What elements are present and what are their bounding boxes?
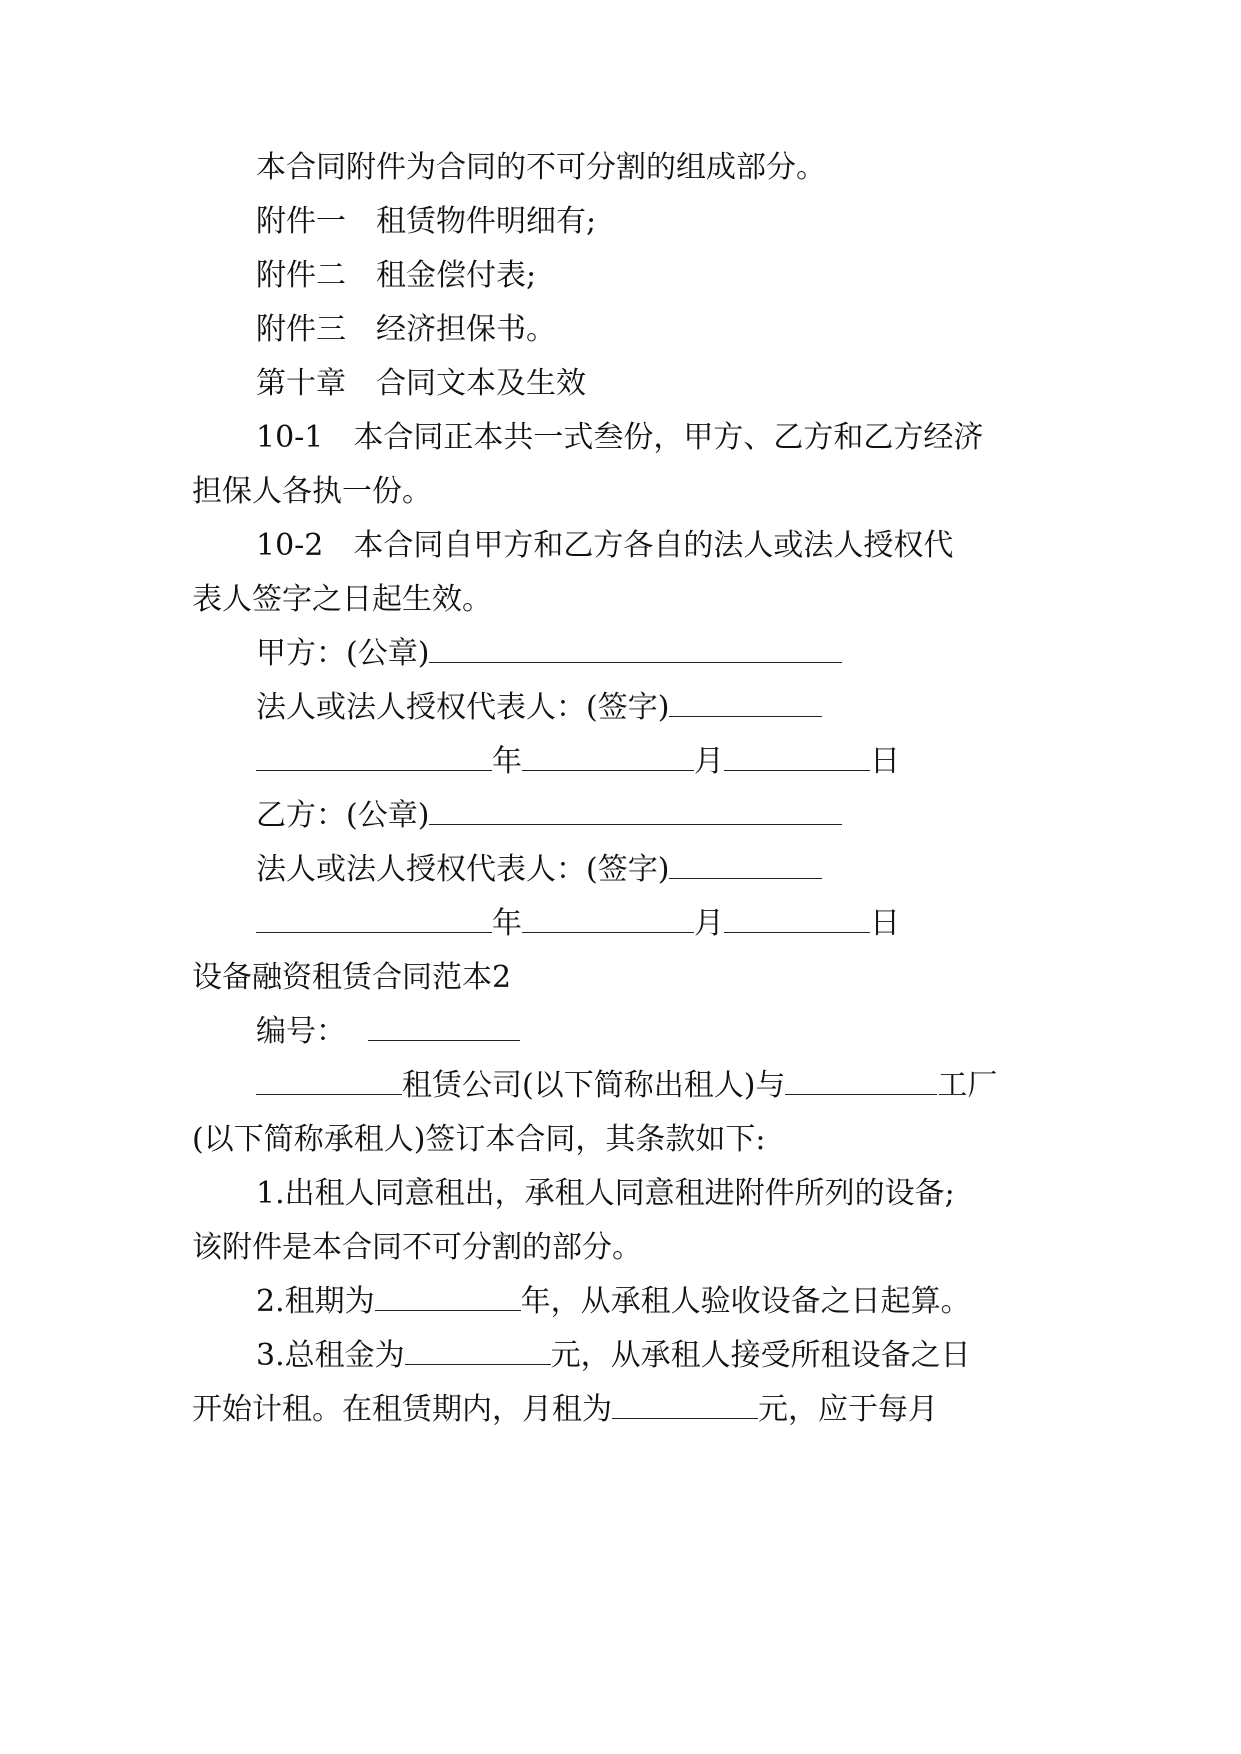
factory-label: 工厂 (937, 1068, 998, 1103)
party-b-day-label: 日 (870, 906, 900, 941)
party-a-day-label: 日 (870, 744, 900, 779)
party-a-seal-blank[interactable] (429, 636, 842, 663)
monthly-rent-blank[interactable] (612, 1392, 758, 1419)
lease-term-blank[interactable] (375, 1284, 521, 1311)
clause-10-2-line1: 10-2 本合同自甲方和乙方各自的法人或法人授权代 (256, 528, 954, 563)
party-b-date-line (256, 904, 900, 944)
clause-3-prefix: 3.总租金为 (256, 1338, 405, 1373)
section-title: 设备融资租赁合同范本2 (192, 960, 512, 995)
party-b-seal-label: 乙方：(公章) (256, 798, 430, 833)
contract-number-label: 编号： (256, 1014, 346, 1049)
lessee-name-blank[interactable] (785, 1068, 937, 1095)
party-a-year-label: 年 (492, 744, 522, 779)
clause-2-prefix: 2.租期为 (256, 1284, 375, 1319)
party-b-year-blank[interactable] (256, 906, 492, 933)
clause-3-line2-suffix: 元，应于每月 (758, 1392, 938, 1427)
party-b-signature-label: 法人或法人授权代表人：(签字) (256, 852, 670, 887)
parties-line1 (256, 1066, 997, 1106)
party-a-month-blank[interactable] (522, 744, 694, 771)
clause-1-line1: 1.出租人同意租出，承租人同意租进附件所列的设备; (256, 1176, 955, 1211)
annex-two: 附件二 租金偿付表; (256, 258, 537, 293)
party-a-month-label: 月 (694, 744, 724, 779)
party-a-seal-label: 甲方：(公章) (256, 636, 430, 671)
party-a-signature-blank[interactable] (669, 690, 822, 717)
party-b-year-label: 年 (492, 906, 522, 941)
parties-line2: (以下简称承租人)签订本合同，其条款如下: (192, 1122, 766, 1157)
party-b-month-blank[interactable] (522, 906, 694, 933)
clause-1-line2: 该附件是本合同不可分割的部分。 (192, 1230, 642, 1265)
party-b-signature-line (256, 850, 822, 890)
annex-intro: 本合同附件为合同的不可分割的组成部分。 (256, 150, 826, 185)
clause-2-line (256, 1282, 971, 1322)
clause-10-1-line1: 10-1 本合同正本共一式叁份，甲方、乙方和乙方经济 (256, 420, 984, 455)
party-b-signature-blank[interactable] (669, 852, 822, 879)
clause-10-1-line2: 担保人各执一份。 (192, 474, 432, 509)
contract-number-blank[interactable] (368, 1014, 520, 1041)
party-a-signature-line (256, 688, 822, 728)
party-b-seal-line (256, 796, 842, 836)
contract-number-line (256, 1012, 520, 1052)
clause-3-suffix: 元，从承租人接受所租设备之日 (550, 1338, 971, 1373)
annex-three: 附件三 经济担保书。 (256, 312, 556, 347)
lessor-name-blank[interactable] (256, 1068, 402, 1095)
clause-2-suffix: 年，从承租人验收设备之日起算。 (520, 1284, 971, 1319)
party-a-signature-label: 法人或法人授权代表人：(签字) (256, 690, 670, 725)
annex-one: 附件一 租赁物件明细有; (256, 204, 597, 239)
party-b-seal-blank[interactable] (429, 798, 842, 825)
clause-3-line1 (256, 1336, 971, 1376)
party-a-day-blank[interactable] (724, 744, 870, 771)
total-rent-blank[interactable] (405, 1338, 551, 1365)
party-b-day-blank[interactable] (724, 906, 870, 933)
clause-10-2-line2: 表人签字之日起生效。 (192, 582, 492, 617)
chapter-ten-heading: 第十章 合同文本及生效 (256, 366, 586, 401)
party-a-year-blank[interactable] (256, 744, 492, 771)
clause-3-line2 (192, 1390, 938, 1430)
parties-line1-text: 租赁公司(以下简称出租人)与 (402, 1068, 786, 1103)
party-b-month-label: 月 (694, 906, 724, 941)
party-a-seal-line (256, 634, 842, 674)
clause-3-line2-prefix: 开始计租。在租赁期内，月租为 (192, 1392, 612, 1427)
party-a-date-line (256, 742, 900, 782)
